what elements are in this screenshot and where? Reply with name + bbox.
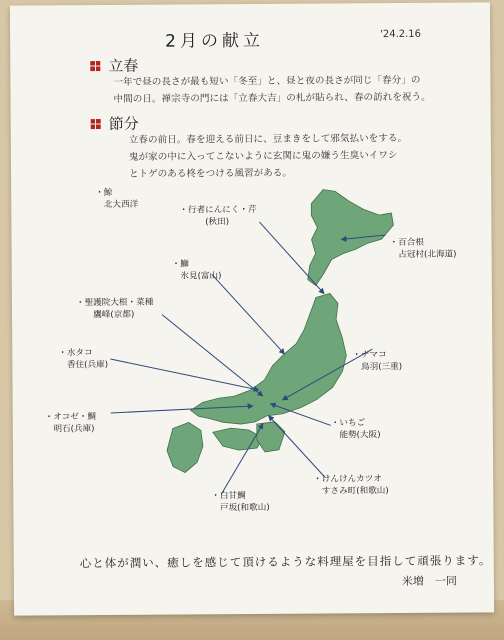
section-heading-text: 節分 — [108, 114, 139, 133]
kyushu-shape — [167, 422, 203, 472]
map-label-akita: ・行者にんにく・芹 (秋田) — [179, 204, 257, 228]
map-label-akashi: ・オコゼ・鯛 明石(兵庫) — [44, 412, 97, 435]
arrow-kyoto — [162, 314, 263, 397]
map-label-kasumi: ・水タコ 香住(兵庫) — [58, 348, 109, 371]
map-label-tosaka: ・白甘鯛 戸坂(和歌山) — [211, 491, 270, 514]
map-label-susami: ・けんけんカツオ すさみ町(和歌山) — [313, 474, 389, 497]
honshu-shape — [190, 293, 347, 424]
map-label-whale: ・鯨 北大西洋 — [95, 187, 139, 211]
closing-message: 心と体が潤い、癒しを感じて頂けるような料理屋を目指して頑張ります。 — [79, 553, 492, 571]
signature: 米増 一同 — [401, 574, 457, 588]
document-title: 2月の献立 — [165, 30, 265, 52]
section-body-setsubun: 立春の前日。春を迎える前日に、豆まきをして邪気払いをする。 鬼が家の中に入ってこないように玄関に鬼の嫌う生臭いイワシ とトゲのある柊をつける風習がある。 — [128, 132, 408, 180]
section-heading-text: 立春 — [108, 56, 139, 75]
map-label-nose: ・いちご 能勢(大阪) — [330, 418, 381, 441]
map-label-toyama: ・鰤 氷見(富山) — [171, 259, 222, 282]
hokkaido-shape — [307, 189, 394, 286]
map-label-toba: ・ナマコ 鳥羽(三重) — [352, 350, 403, 373]
shikoku-shape — [213, 428, 263, 450]
arrow-toyama — [212, 274, 285, 355]
map-label-kyoto: ・聖護院大根・菜種 鷹峰(京都) — [75, 297, 154, 321]
map-label-hokkaido: ・百合根 占冠村(北海道) — [389, 237, 457, 261]
menu-sheet — [10, 2, 494, 615]
document-date: '24.2.16 — [380, 28, 422, 41]
section-body-risshun: 一年で昼の長さが最も短い「冬至」と、昼と夜の長さが同じ「春分」の 中間の日。禅宗寺の門には「立春大吉」の札が貼られ、春の訪れを祝う。 — [113, 74, 431, 105]
